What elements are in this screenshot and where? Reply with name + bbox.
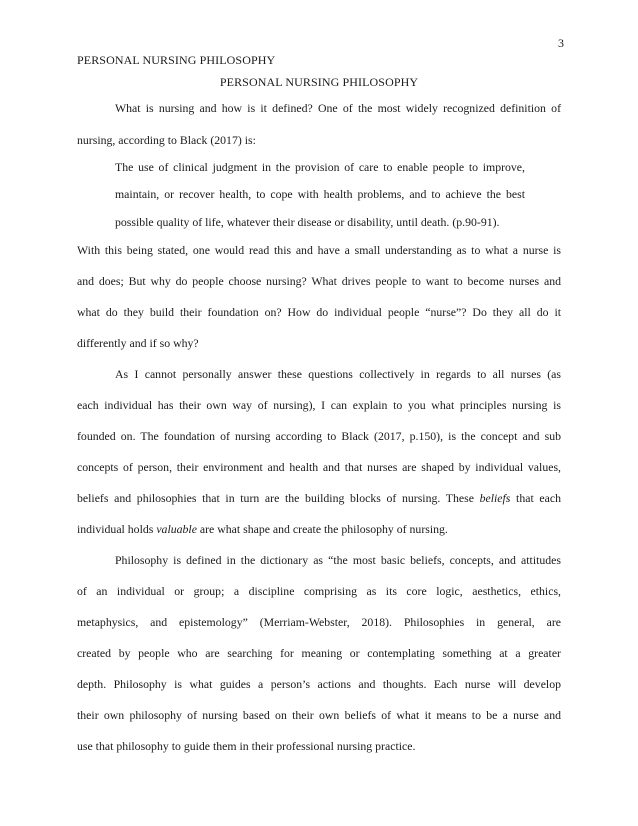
paragraph-line: and does; But why do people choose nursing? What drives people to want to become nurses and [77,274,561,288]
block-quote-line: possible quality of life, whatever their disease or disability, until death. (p.90-91). [115,215,500,229]
paragraph-line: What is nursing and how is it defined? One of the most widely recognized definition of [115,101,561,115]
block-quote-line: maintain, or recover health, to cope with health problems, and to achieve the best [115,187,525,201]
italic-term: beliefs [479,491,511,505]
running-head: PERSONAL NURSING PHILOSOPHY [77,53,276,67]
paragraph-line [77,491,561,506]
paragraph-line: depth. Philosophy is what guides a person’s actions and thoughts. Each nurse will develop [77,677,561,691]
page-title: PERSONAL NURSING PHILOSOPHY [219,75,419,89]
paragraph-line: nursing, according to Black (2017) is: [77,133,256,147]
paragraph-line: each individual has their own way of nursing), I can explain to you what principles nursing is [77,398,561,412]
paragraph-line: their own philosophy of nursing based on their own beliefs of what it means to be a nurse and [77,708,561,722]
paragraph-line: of an individual or group; a discipline comprising as its core logic, aesthetics, ethics, [77,584,561,598]
text-run: individual holds [77,522,157,536]
paragraph-line: metaphysics, and epistemology” (Merriam-Webster, 2018). Philosophies in general, are [77,615,561,629]
italic-term: valuable [156,522,197,536]
paragraph-line [77,522,448,537]
paragraph-line: what do they build their foundation on? How do individual people “nurse”? Do they all do it [77,305,561,319]
paragraph-line: use that philosophy to guide them in their professional nursing practice. [77,739,416,753]
paragraph-line: created by people who are searching for meaning or contemplating something at a greater [77,646,561,660]
text-run: are what shape and create the philosophy of nursing. [196,522,448,536]
paragraph-line: differently and if so why? [77,336,199,350]
page-number: 3 [558,36,564,50]
paragraph-line: concepts of person, their environment and health and that nurses are shaped by individual values, [77,460,561,474]
paragraph-line: founded on. The foundation of nursing according to Black (2017, p.150), is the concept and sub [77,429,561,443]
paragraph-line: Philosophy is defined in the dictionary as “the most basic beliefs, concepts, and attitudes [115,553,561,567]
paragraph-line: As I cannot personally answer these questions collectively in regards to all nurses (as [115,367,561,381]
block-quote-line: The use of clinical judgment in the provision of care to enable people to improve, [115,160,525,174]
text-run: that each [510,491,561,505]
text-run: beliefs and philosophies that in turn are the building blocks of nursing. These [77,491,480,505]
paragraph-line: With this being stated, one would read this and have a small understanding as to what a nurse is [77,243,561,257]
